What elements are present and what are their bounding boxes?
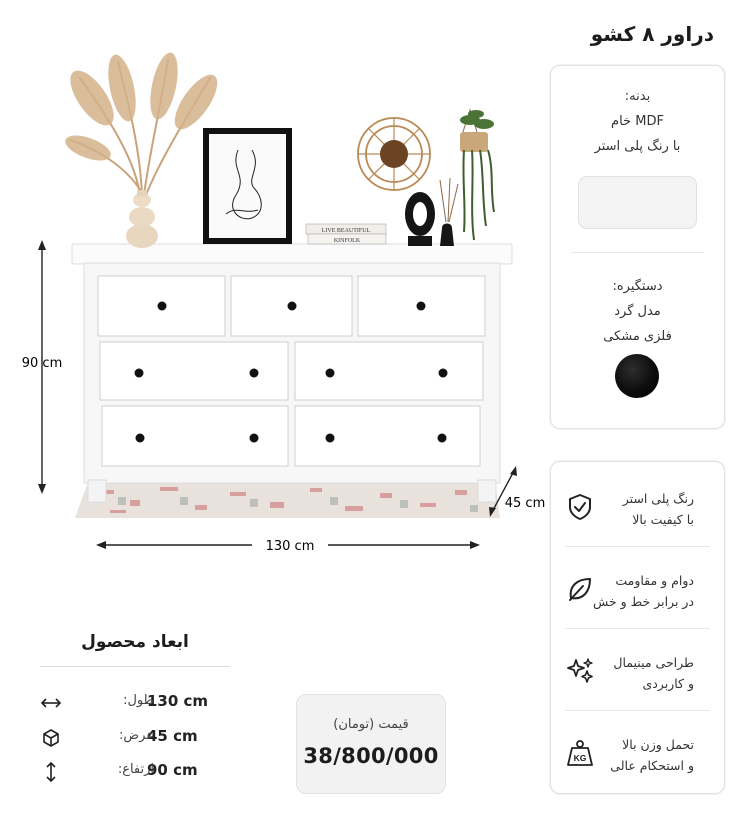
product-image bbox=[0, 40, 546, 570]
rattan-mirror bbox=[358, 118, 430, 190]
width-label: 130 cm bbox=[265, 539, 315, 554]
feature-line: رنگ پلی استر bbox=[622, 491, 694, 506]
features-card bbox=[550, 461, 725, 794]
feature-line: طراحی مینیمال bbox=[613, 655, 694, 670]
feature-item bbox=[551, 548, 724, 628]
diffuser bbox=[440, 178, 458, 246]
specs-divider bbox=[571, 252, 704, 253]
cube-icon bbox=[41, 728, 61, 748]
feature-line: تحمل وزن بالا bbox=[622, 737, 694, 752]
price-label: قیمت (تومان) bbox=[333, 717, 409, 732]
specs-card bbox=[550, 65, 725, 429]
weight-kg-icon bbox=[565, 738, 595, 768]
feature-item bbox=[551, 712, 724, 792]
width-value: 45 cm bbox=[147, 727, 198, 745]
feature-item bbox=[551, 630, 724, 710]
feature-line: دوام و مقاومت bbox=[615, 573, 694, 588]
feature-divider bbox=[565, 710, 710, 711]
book-spine-1: LIVE BEAUTIFUL bbox=[321, 228, 371, 234]
feature-line: و کاربردی bbox=[642, 676, 694, 691]
dimensions-heading: ابعاد محصول bbox=[81, 632, 189, 652]
length-value: 130 cm bbox=[147, 692, 209, 710]
handle-heading: دستگیره: bbox=[612, 279, 663, 294]
rug bbox=[75, 482, 500, 518]
ring-sculpture bbox=[405, 192, 435, 246]
price-box bbox=[296, 694, 446, 794]
length-label: طول: bbox=[123, 693, 154, 708]
body-finish: با رنگ پلی استر bbox=[594, 139, 681, 154]
handle-material: فلزی مشکی bbox=[603, 329, 672, 344]
sparkles-icon bbox=[565, 656, 595, 686]
price-value: 38/800/000 bbox=[303, 744, 439, 768]
dimension-row-height bbox=[40, 761, 230, 785]
vertical-arrows-icon bbox=[44, 761, 58, 783]
body-color-swatch bbox=[578, 176, 697, 229]
book-spine-2: KINFOLK bbox=[333, 238, 361, 244]
body-material: MDF خام bbox=[611, 114, 664, 129]
handle-color-swatch bbox=[615, 354, 659, 398]
dimensions-divider bbox=[40, 666, 230, 667]
feature-line: در برابر خط و خش bbox=[592, 594, 694, 609]
framed-art bbox=[203, 128, 292, 244]
dresser bbox=[72, 244, 512, 502]
feature-line: و استحکام عالی bbox=[610, 758, 694, 773]
depth-label: 45 cm bbox=[504, 496, 546, 511]
hanging-plant bbox=[460, 110, 494, 240]
horizontal-arrows-icon bbox=[40, 696, 62, 710]
shield-check-icon bbox=[565, 492, 595, 522]
dimension-row-width bbox=[40, 727, 230, 751]
body-heading: بدنه: bbox=[624, 89, 651, 104]
width-label: عرض: bbox=[118, 728, 154, 743]
dimension-row-length bbox=[40, 692, 230, 716]
pampas-vase bbox=[62, 50, 225, 248]
height-label: 90 cm bbox=[21, 356, 63, 371]
handle-model: مدل گرد bbox=[614, 304, 661, 319]
height-label-row: ارتفاع: bbox=[117, 762, 154, 777]
feature-line: با کیفیت بالا bbox=[632, 512, 694, 527]
feature-divider bbox=[565, 628, 710, 629]
books bbox=[306, 224, 386, 244]
leaf-icon bbox=[565, 574, 595, 604]
feature-item bbox=[551, 466, 724, 546]
svg-text:KG: KG bbox=[573, 753, 587, 763]
feature-divider bbox=[565, 546, 710, 547]
product-title: دراور ۸ کشو bbox=[590, 22, 714, 46]
height-value: 90 cm bbox=[147, 761, 198, 779]
